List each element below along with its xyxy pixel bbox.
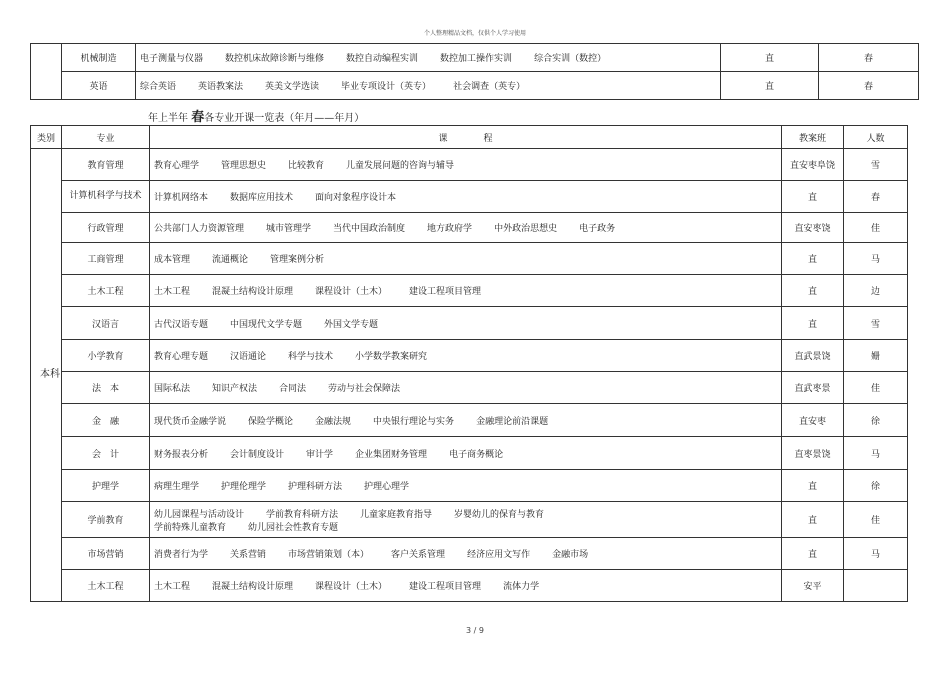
count-cell: 佳 <box>844 372 908 404</box>
course-item: 护理伦理学 <box>221 482 267 492</box>
course-item: 合同法 <box>279 384 307 394</box>
course-cell <box>150 470 782 502</box>
course-item: 比较教育 <box>288 161 325 171</box>
count-cell: 雪 <box>844 149 908 181</box>
class-cell: 直 <box>782 538 844 570</box>
course-item: 成本管理 <box>154 255 191 265</box>
course-item: 幼儿园课程与活动设计 <box>154 509 245 520</box>
major-cell: 金 融 <box>62 404 150 437</box>
major-cell: 汉语言 <box>62 307 150 340</box>
count-cell: 姗 <box>844 340 908 372</box>
course-cell <box>150 307 782 340</box>
major-cell: 工商管理 <box>62 243 150 275</box>
class-cell: 直武景饶 <box>782 340 844 372</box>
table-row <box>31 340 908 372</box>
course-item: 课程设计（土木） <box>315 582 388 592</box>
class-cell: 直安枣饶 <box>782 213 844 243</box>
count-cell: 春 <box>819 72 919 100</box>
course-cell <box>150 404 782 437</box>
course-item: 客户关系管理 <box>391 550 446 560</box>
blank-cell <box>31 44 62 100</box>
course-item: 中外政治思想史 <box>494 224 558 234</box>
course-item: 外国文学专题 <box>324 319 379 330</box>
major-cell: 计算机科学与技术 <box>62 181 150 213</box>
category-cell <box>31 149 62 602</box>
class-cell: 直安枣阜饶 <box>782 149 844 181</box>
course-item: 中国现代文学专题 <box>230 319 303 330</box>
header-note: 个人整理精品文档，仅供个人学习使用 <box>423 30 526 37</box>
course-item: 儿童发展问题的咨询与辅导 <box>346 161 455 171</box>
course-item: 保险学概论 <box>248 416 294 427</box>
title-prefix: 年上半年 <box>148 113 188 124</box>
course-item: 电子商务概论 <box>449 449 504 460</box>
course-item: 小学数学教案研究 <box>355 352 428 362</box>
table-row <box>31 243 908 275</box>
course-cell <box>136 72 721 100</box>
course-item: 教育心理专题 <box>154 352 209 362</box>
header-category: 类别 <box>31 126 62 149</box>
course-item: 计算机网络本 <box>154 193 209 203</box>
class-cell: 直 <box>782 502 844 538</box>
table-row <box>31 437 908 470</box>
count-cell <box>844 570 908 602</box>
course-item: 数据库应用技术 <box>230 193 294 203</box>
course-item: 教育心理学 <box>154 161 200 171</box>
course-cell <box>150 437 782 470</box>
count-cell: 马 <box>844 243 908 275</box>
major-cell: 机械制造 <box>62 44 136 72</box>
course-item: 课程设计（土木） <box>315 287 388 297</box>
table-row <box>31 372 908 404</box>
course-item: 混凝土结构设计原理 <box>212 582 294 592</box>
class-cell: 直安枣 <box>782 404 844 437</box>
course-item: 金融市场 <box>552 550 589 560</box>
course-item: 关系营销 <box>230 550 267 560</box>
page-title <box>148 106 364 125</box>
course-item: 金融法规 <box>315 416 352 427</box>
major-cell: 土木工程 <box>62 275 150 307</box>
course-table <box>30 125 908 602</box>
course-item: 毕业专项设计（英专） <box>341 82 432 92</box>
count-cell: 春 <box>819 44 919 72</box>
title-rest: 各专业开课一览表（年月——年月） <box>204 113 365 124</box>
table-row <box>31 538 908 570</box>
major-cell: 英语 <box>62 72 136 100</box>
course-item: 数控加工操作实训 <box>440 54 513 64</box>
course-item: 市场营销策划（本） <box>288 550 370 560</box>
course-item: 电子测量与仪器 <box>140 54 204 64</box>
course-item: 流体力学 <box>503 582 540 592</box>
course-item: 综合实训（数控） <box>534 54 607 64</box>
course-item: 学前教育科研方法 <box>266 509 339 520</box>
course-item: 管理案例分析 <box>270 255 325 265</box>
course-cell <box>150 181 782 213</box>
course-item: 城市管理学 <box>266 224 312 234</box>
category-label: 本科 <box>40 369 60 380</box>
course-item: 土木工程 <box>154 287 191 297</box>
course-cell <box>150 243 782 275</box>
course-item: 数控机床故障诊断与维修 <box>225 54 325 64</box>
course-item: 儿童家庭教育指导 <box>360 509 433 520</box>
class-cell: 直 <box>782 470 844 502</box>
table-header-row <box>31 126 908 149</box>
course-item: 知识产权法 <box>212 384 258 394</box>
course-item: 古代汉语专题 <box>154 319 209 330</box>
course-item: 建设工程项目管理 <box>409 287 482 297</box>
course-cell <box>150 372 782 404</box>
header-course: 课 程 <box>150 126 782 149</box>
class-cell: 直枣景饶 <box>782 437 844 470</box>
course-item: 学前特殊儿童教育 <box>154 522 227 533</box>
course-item: 英语教案法 <box>198 82 244 92</box>
course-item: 公共部门人力资源管理 <box>154 224 245 234</box>
major-cell: 市场营销 <box>62 538 150 570</box>
course-item: 审计学 <box>306 449 334 460</box>
count-cell: 春 <box>844 181 908 213</box>
course-item: 幼儿园社会性教育专题 <box>248 522 339 533</box>
count-cell: 马 <box>844 437 908 470</box>
course-item: 地方政府学 <box>427 224 473 234</box>
class-cell: 直武枣景 <box>782 372 844 404</box>
class-cell: 直 <box>721 72 819 100</box>
course-item: 会计制度设计 <box>230 449 285 460</box>
course-item: 经济应用文写作 <box>467 550 531 560</box>
course-item: 护理科研方法 <box>288 482 343 492</box>
major-cell: 行政管理 <box>62 213 150 243</box>
course-cell <box>150 538 782 570</box>
course-item: 英美文学选读 <box>265 82 320 92</box>
major-cell: 教育管理 <box>62 149 150 181</box>
major-cell: 法 本 <box>62 372 150 404</box>
header-count: 人数 <box>844 126 908 149</box>
course-item: 国际私法 <box>154 384 191 394</box>
course-item: 面向对象程序设计本 <box>315 193 397 203</box>
table-row <box>31 44 919 72</box>
course-item: 财务报表分析 <box>154 449 209 460</box>
page-number: 3 / 9 <box>466 626 484 635</box>
count-cell: 佳 <box>844 502 908 538</box>
count-cell: 雪 <box>844 307 908 340</box>
major-cell: 会 计 <box>62 437 150 470</box>
header-class: 教案班 <box>782 126 844 149</box>
class-cell: 直 <box>721 44 819 72</box>
class-cell: 直 <box>782 307 844 340</box>
course-cell <box>150 340 782 372</box>
table-row <box>31 72 919 100</box>
course-item: 汉语通论 <box>230 352 267 362</box>
course-item: 建设工程项目管理 <box>409 582 482 592</box>
course-item: 金融理论前沿课题 <box>476 416 549 427</box>
table-row <box>31 149 908 181</box>
course-item: 现代货币金融学说 <box>154 416 227 427</box>
table-row <box>31 502 908 538</box>
course-item: 综合英语 <box>140 82 177 92</box>
class-cell: 直 <box>782 243 844 275</box>
major-cell: 土木工程 <box>62 570 150 602</box>
course-item: 电子政务 <box>579 224 616 234</box>
major-cell: 学前教育 <box>62 502 150 538</box>
course-item: 混凝土结构设计原理 <box>212 287 294 297</box>
course-cell <box>150 213 782 243</box>
title-season: 春 <box>191 110 205 125</box>
course-cell <box>150 502 782 538</box>
course-item: 企业集团财务管理 <box>355 449 428 460</box>
table-row <box>31 213 908 243</box>
course-item: 科学与技术 <box>288 352 334 362</box>
course-item: 病理生理学 <box>154 482 200 492</box>
major-cell: 小学教育 <box>62 340 150 372</box>
course-item: 消费者行为学 <box>154 550 209 560</box>
course-item: 社会调查（英专） <box>453 82 526 92</box>
table-row <box>31 570 908 602</box>
header-major: 专业 <box>62 126 150 149</box>
course-cell <box>150 275 782 307</box>
course-item: 土木工程 <box>154 582 191 592</box>
count-cell: 马 <box>844 538 908 570</box>
course-cell <box>150 570 782 602</box>
table-row <box>31 181 908 213</box>
count-cell: 边 <box>844 275 908 307</box>
course-item: 流通概论 <box>212 255 249 265</box>
table-row <box>31 275 908 307</box>
course-item: 护理心理学 <box>364 482 410 492</box>
count-cell: 徐 <box>844 404 908 437</box>
table-row <box>31 307 908 340</box>
table-row <box>31 470 908 502</box>
count-cell: 徐 <box>844 470 908 502</box>
class-cell: 直 <box>782 181 844 213</box>
class-cell: 安平 <box>782 570 844 602</box>
course-item: 中央银行理论与实务 <box>373 416 455 427</box>
course-item: 管理思想史 <box>221 161 267 171</box>
class-cell: 直 <box>782 275 844 307</box>
course-item: 岁婴幼儿的保育与教育 <box>454 509 545 520</box>
course-item: 当代中国政治制度 <box>333 224 406 234</box>
course-cell <box>136 44 721 72</box>
course-item: 数控自动编程实训 <box>346 54 419 64</box>
course-item: 劳动与社会保障法 <box>328 384 401 394</box>
table-row <box>31 404 908 437</box>
top-table <box>30 43 919 100</box>
count-cell: 佳 <box>844 213 908 243</box>
major-cell: 护理学 <box>62 470 150 502</box>
course-cell <box>150 149 782 181</box>
